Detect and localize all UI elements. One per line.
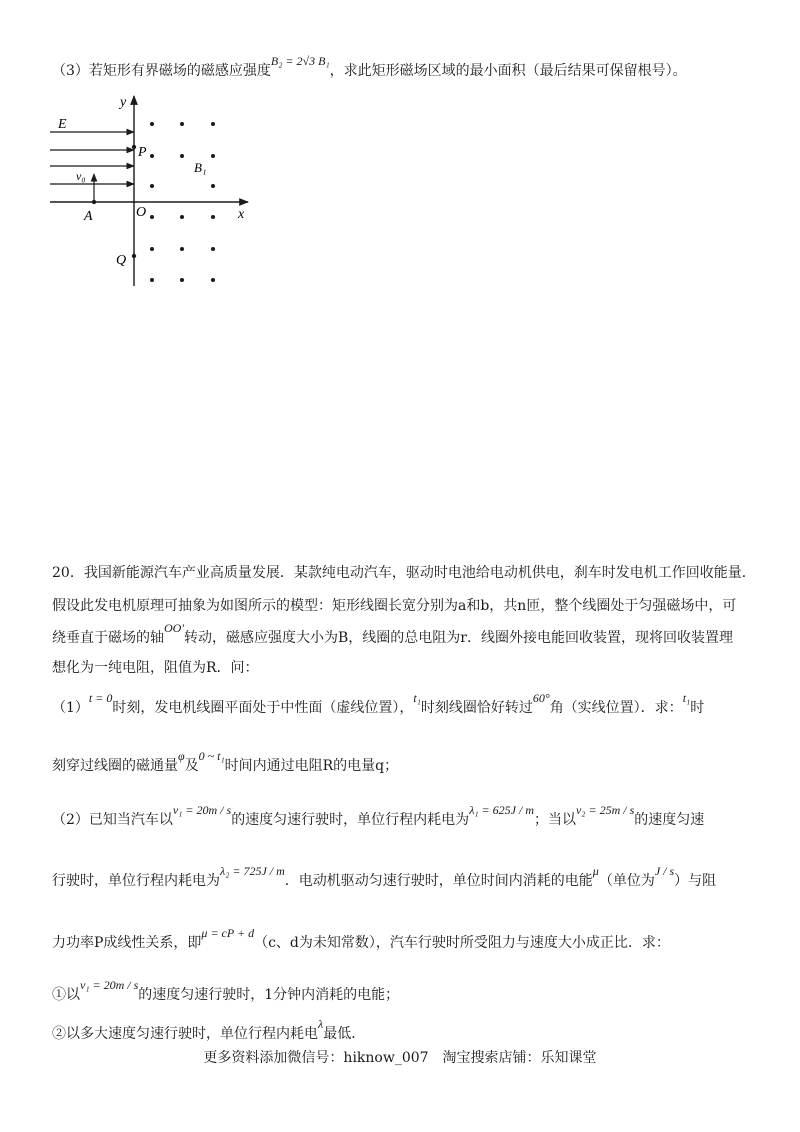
q20-intro-line-1: [52, 564, 756, 582]
q20-intro-line-2: [52, 597, 736, 615]
q19-part3-line: [52, 54, 687, 80]
q20-mu: μ: [592, 864, 599, 878]
q19-text-post: ，求此矩形磁场区域的最小面积（最后结果可保留根号）。: [329, 63, 687, 79]
q19-formula: B₂ = 2√3 B₁: [270, 54, 330, 68]
q20-sub1-line: [52, 978, 400, 1004]
q20-mu-formula: μ = cP + d: [201, 926, 255, 940]
q19-text-pre: 若矩形有界磁场的磁感应强度: [88, 63, 271, 79]
q20-unit: J / s: [654, 864, 675, 878]
q20-sub2-b: 最低．: [323, 1026, 366, 1042]
magnetic-field-figure: [38, 90, 268, 290]
q20-sub1-b: 的速度匀速行驶时，1分钟内消耗的电能；: [138, 987, 400, 1003]
q20-phi: φ: [178, 749, 185, 763]
q20-part1-number: （1）: [52, 700, 89, 716]
q20-sub2-a: ②以多大速度匀速行驶时，单位行程内耗电: [52, 1026, 318, 1042]
x-axis-label: x: [238, 207, 245, 222]
q20-part1-line-2: [52, 749, 399, 775]
q20-part1-line-1: [52, 691, 705, 717]
q20-sub2-lambda: λ: [318, 1017, 324, 1031]
point-a-dot: [92, 200, 96, 204]
q20-intro-2: 假设此发电机原理可抽象为如图所示的模型：矩形线圈长宽分别为a和b，共n匝，整个线圈处于匀强磁场中，可: [52, 598, 737, 614]
q20-p2-a: 已知当汽车以: [88, 812, 173, 828]
q20-lambda2: λ₂ = 725J / m: [220, 864, 285, 878]
b1-label: B₁: [194, 160, 207, 175]
q20-p2-f: ．电动机驱动匀速行驶时，单位时间内消耗的电能: [284, 873, 593, 889]
q-label: Q: [116, 253, 127, 268]
q20-v2: v₂ = 25m / s: [575, 803, 635, 817]
q20-part2-line-3: [52, 926, 670, 952]
point-p-dot: [132, 145, 136, 149]
p-label: P: [138, 145, 147, 160]
q20-p2-e: 行驶时，单位行程内耗电为: [52, 873, 220, 889]
q19-part-number: （3）: [52, 63, 89, 79]
q20-t1: t₁: [413, 691, 421, 705]
q20-sub1-a: ①以: [52, 987, 80, 1003]
q20-sub1-v: v₁ = 20m / s: [80, 978, 139, 992]
q20-range: 0 ~ t₁: [198, 749, 225, 763]
q20-intro-line-3: [52, 621, 733, 647]
o-label: O: [136, 205, 147, 220]
e-label: E: [58, 117, 67, 132]
q20-intro-3b: 转动，磁感应强度大小为B，线圈的总电阻为r．线圈外接电能回收装置，现将回收装置理: [183, 630, 733, 646]
q20-lambda1: λ₁ = 625J / m: [469, 803, 534, 817]
q20-p2-h: ）与阻: [674, 873, 717, 889]
q20-intro-line-4: [52, 659, 259, 677]
q20-p2-c: ；当以: [533, 812, 576, 828]
v0-label: v₀: [76, 169, 86, 183]
q20-p1-g: 时间内通过电阻R的电量q；: [224, 758, 399, 774]
q20-p1-b: 时刻线圈恰好转过: [420, 700, 533, 716]
q20-p2-g: （单位为: [598, 873, 655, 889]
q20-part2-line-1: [52, 803, 705, 829]
q20-v1: v₁ = 20m / s: [172, 803, 232, 817]
q20-part2-number: （2）: [52, 812, 89, 828]
q20-t0: t = 0: [88, 691, 113, 705]
q20-p1-e: 刻穿过线圈的磁通量: [52, 758, 178, 774]
q20-p2-b: 的速度匀速行驶时，单位行程内耗电为: [231, 812, 470, 828]
q20-part2-line-2: [52, 864, 717, 890]
point-q-dot: [132, 254, 136, 258]
q20-p1-a: 时刻，发电机线圈平面处于中性面（虚线位置），: [112, 700, 414, 716]
page-footer: 更多资料添加微信号：hiknow_007 淘宝搜索店铺：乐知课堂: [203, 1050, 597, 1066]
q20-p2-i: 力功率P成线性关系，即: [52, 935, 202, 951]
q20-axis: OO′: [164, 621, 184, 635]
q20-t1-b: t₁: [682, 691, 691, 705]
q20-intro-1: 20．我国新能源汽车产业高质量发展．某款纯电动汽车，驱动时电池给电动机供电，刹车时发电机工作回收能量．: [52, 565, 756, 581]
q20-sub2-line: [52, 1017, 366, 1043]
q20-p1-c: 角（实线位置）．求：: [549, 700, 683, 716]
q20-intro-3a: 绕垂直于磁场的轴: [52, 630, 164, 646]
q20-p2-d: 的速度匀速: [634, 812, 705, 828]
y-axis-label: y: [120, 95, 127, 110]
q20-angle: 60°: [532, 691, 550, 705]
q20-p2-j: （c、d为未知常数），汽车行驶时所受阻力与速度大小成正比．求：: [254, 935, 670, 951]
a-label: A: [84, 209, 93, 224]
q20-intro-4: 想化为一纯电阻，阻值为R．问：: [52, 660, 259, 676]
q20-p1-f: 及: [184, 758, 199, 774]
q20-p1-d: 时: [690, 700, 705, 716]
